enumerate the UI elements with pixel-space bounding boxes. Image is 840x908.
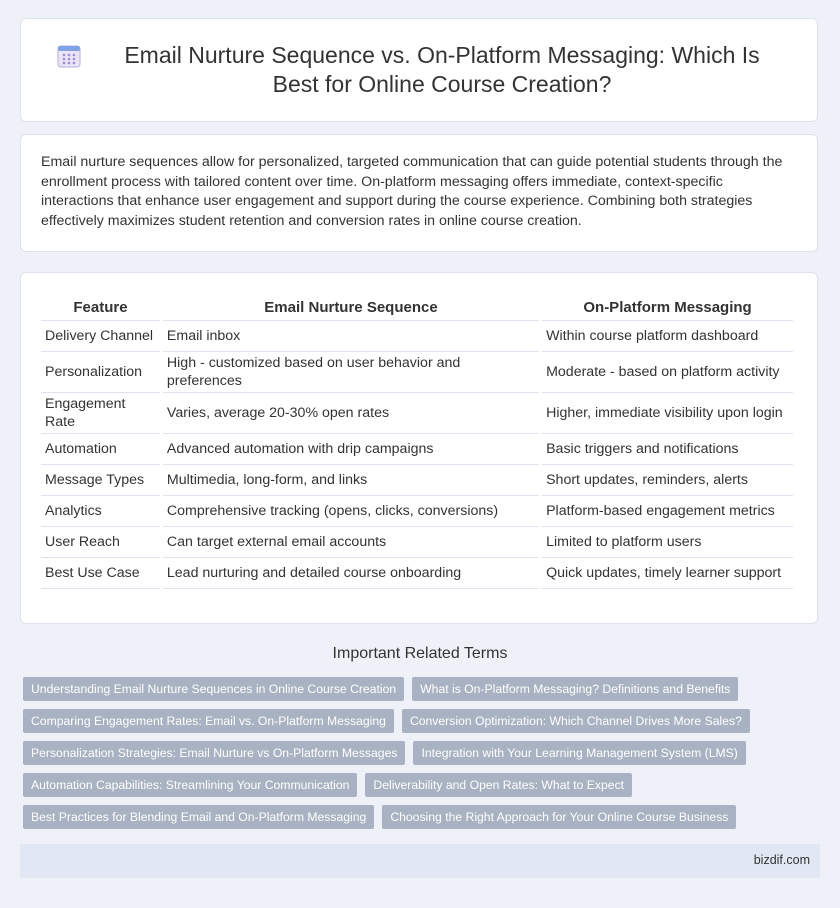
table-cell: Best Use Case xyxy=(41,558,160,589)
related-terms-title: Important Related Terms xyxy=(332,645,508,662)
related-term-link[interactable]: Conversion Optimization: Which Channel Drives More Sales? xyxy=(402,709,750,733)
table-cell: Can target external email accounts xyxy=(163,527,539,558)
table-row xyxy=(41,321,793,352)
column-header: Feature xyxy=(41,293,160,321)
table-row xyxy=(41,393,793,434)
related-term-link[interactable]: Comparing Engagement Rates: Email vs. On-Platform Messaging xyxy=(23,709,394,733)
table-cell: Delivery Channel xyxy=(41,321,160,352)
calendar-grid-icon xyxy=(56,43,82,69)
table-cell: Platform-based engagement metrics xyxy=(542,496,793,527)
comparison-table-card xyxy=(20,272,818,624)
footer-brand-link[interactable]: bizdif.com xyxy=(753,853,810,867)
related-term-link[interactable]: What is On-Platform Messaging? Definitions and Benefits xyxy=(412,677,738,701)
comparison-table xyxy=(38,293,796,589)
table-cell: Within course platform dashboard xyxy=(542,321,793,352)
intro-text: Email nurture sequences allow for personalized, targeted communication that can guide potential students through the enrollment process with tailored content over time. On-platform messaging offers immediate, context-specific interactions that enhance user engagement and support during the course experience. Combining both strategies effectively maximizes student retention and conversion rates in online course creation. xyxy=(41,154,783,229)
table-row xyxy=(41,465,793,496)
table-cell: Basic triggers and notifications xyxy=(542,434,793,465)
table-cell: Advanced automation with drip campaigns xyxy=(163,434,539,465)
tag-row xyxy=(23,805,818,829)
table-cell: Limited to platform users xyxy=(542,527,793,558)
table-cell: Short updates, reminders, alerts xyxy=(542,465,793,496)
tag-row xyxy=(23,741,818,765)
table-cell: Analytics xyxy=(41,496,160,527)
footer-bar xyxy=(20,844,820,878)
table-cell: Moderate - based on platform activity xyxy=(542,352,793,393)
table-cell: Personalization xyxy=(41,352,160,393)
column-header: On-Platform Messaging xyxy=(542,293,793,321)
table-cell: User Reach xyxy=(41,527,160,558)
table-row xyxy=(41,496,793,527)
table-row xyxy=(41,352,793,393)
related-term-link[interactable]: Personalization Strategies: Email Nurture vs On-Platform Messages xyxy=(23,741,405,765)
tag-row xyxy=(23,709,818,733)
related-term-link[interactable]: Integration with Your Learning Management System (LMS) xyxy=(413,741,745,765)
intro-card xyxy=(20,134,818,252)
tag-row xyxy=(23,677,818,701)
related-term-link[interactable]: Automation Capabilities: Streamlining Your Communication xyxy=(23,773,357,797)
title-wrap xyxy=(49,41,789,99)
related-term-link[interactable]: Choosing the Right Approach for Your Online Course Business xyxy=(382,805,736,829)
related-term-link[interactable]: Best Practices for Blending Email and On-Platform Messaging xyxy=(23,805,374,829)
table-cell: Automation xyxy=(41,434,160,465)
table-cell: Multimedia, long-form, and links xyxy=(163,465,539,496)
table-cell: Email inbox xyxy=(163,321,539,352)
table-header-row xyxy=(41,293,793,321)
tag-row xyxy=(23,773,818,797)
related-term-link[interactable]: Understanding Email Nurture Sequences in Online Course Creation xyxy=(23,677,404,701)
table-cell: High - customized based on user behavior and preferences xyxy=(163,352,539,393)
table-row xyxy=(41,527,793,558)
column-header: Email Nurture Sequence xyxy=(163,293,539,321)
table-cell: Higher, immediate visibility upon login xyxy=(542,393,793,434)
table-cell: Engagement Rate xyxy=(41,393,160,434)
related-terms-list xyxy=(23,677,818,837)
table-cell: Quick updates, timely learner support xyxy=(542,558,793,589)
page-title: Email Nurture Sequence vs. On-Platform Messaging: Which Is Best for Online Course Creation? xyxy=(124,42,760,97)
table-cell: Lead nurturing and detailed course onboarding xyxy=(163,558,539,589)
table-cell: Varies, average 20-30% open rates xyxy=(163,393,539,434)
header-card xyxy=(20,18,818,122)
related-term-link[interactable]: Deliverability and Open Rates: What to Expect xyxy=(365,773,632,797)
table-cell: Comprehensive tracking (opens, clicks, conversions) xyxy=(163,496,539,527)
table-row xyxy=(41,434,793,465)
table-cell: Message Types xyxy=(41,465,160,496)
table-row xyxy=(41,558,793,589)
